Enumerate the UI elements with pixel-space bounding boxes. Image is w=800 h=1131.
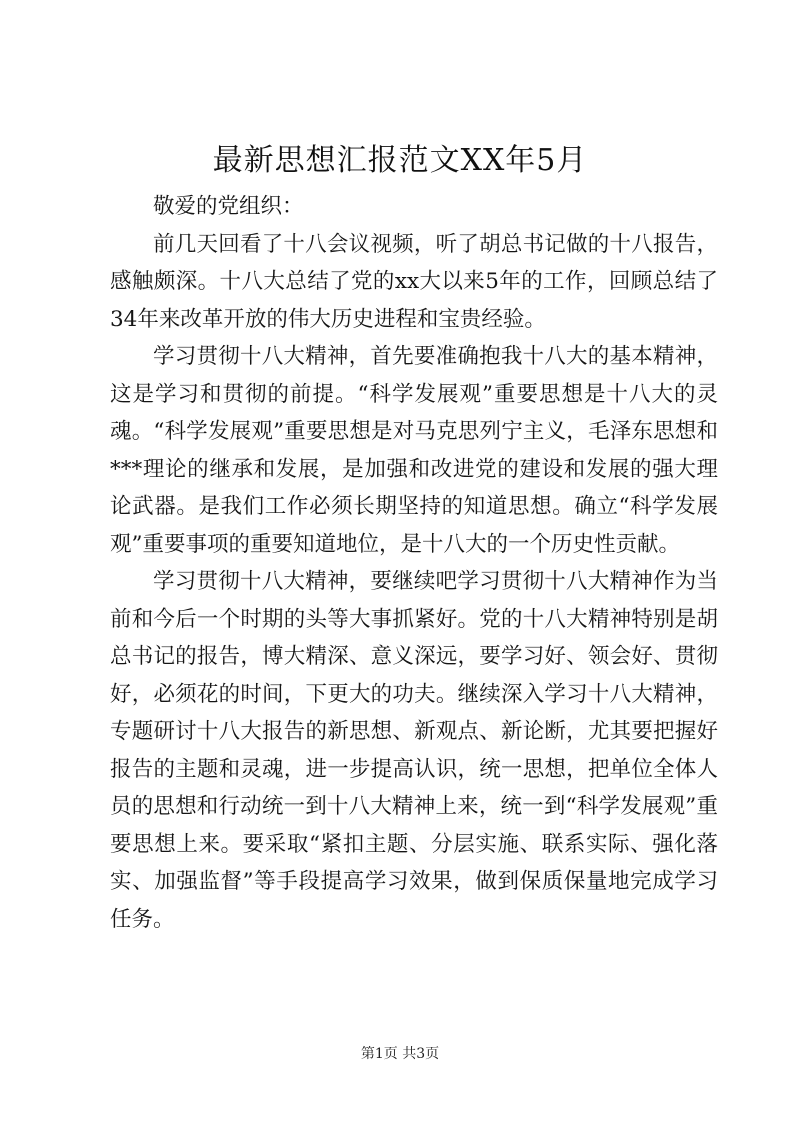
paragraph-1: 前几天回看了十八会议视频，听了胡总书记做的十八报告，感触颇深。十八大总结了党的xx大以来5年的工作，回顾总结了34年来改革开放的伟大历史进程和宝贵经验。	[110, 231, 718, 332]
document-title: 最新思想汇报范文XX年5月	[212, 143, 588, 178]
document-body	[110, 188, 718, 938]
page-footer	[0, 1044, 800, 1064]
paragraph-2: 学习贯彻十八大精神，首先要准确抱我十八大的基本精神，这是学习和贯彻的前提。“科学发展观”重要思想是十八大的灵魂。“科学发展观”重要思想是对马克思列宁主义，毛泽东思想和***理论的继承和发展，是加强和改进党的建设和发展的强大理论武器。是我们工作必须长期坚持的知道思想。确立“科学发展观”重要事项的重要知道地位，是十八大的一个历史性贡献。	[110, 344, 718, 557]
paragraph-3: 学习贯彻十八大精神，要继续吧学习贯彻十八大精神作为当前和今后一个时期的头等大事抓紧好。党的十八大精神特别是胡总书记的报告，博大精深、意义深远，要学习好、领会好、贯彻好，必须花的时间，下更大的功夫。继续深入学习十八大精神，专题研讨十八大报告的新思想、新观点、新论断，尤其要把握好报告的主题和灵魂，进一步提高认识，统一思想，把单位全体人员的思想和行动统一到十八大精神上来，统一到“科学发展观”重要思想上来。要采取“紧扣主题、分层实施、联系实际、强化落实、加强监督”等手段提高学习效果，做到保质保量地完成学习任务。	[110, 569, 718, 932]
page-indicator: 第1页 共3页	[360, 1046, 440, 1062]
salutation: 敬爱的党组织：	[153, 194, 304, 219]
